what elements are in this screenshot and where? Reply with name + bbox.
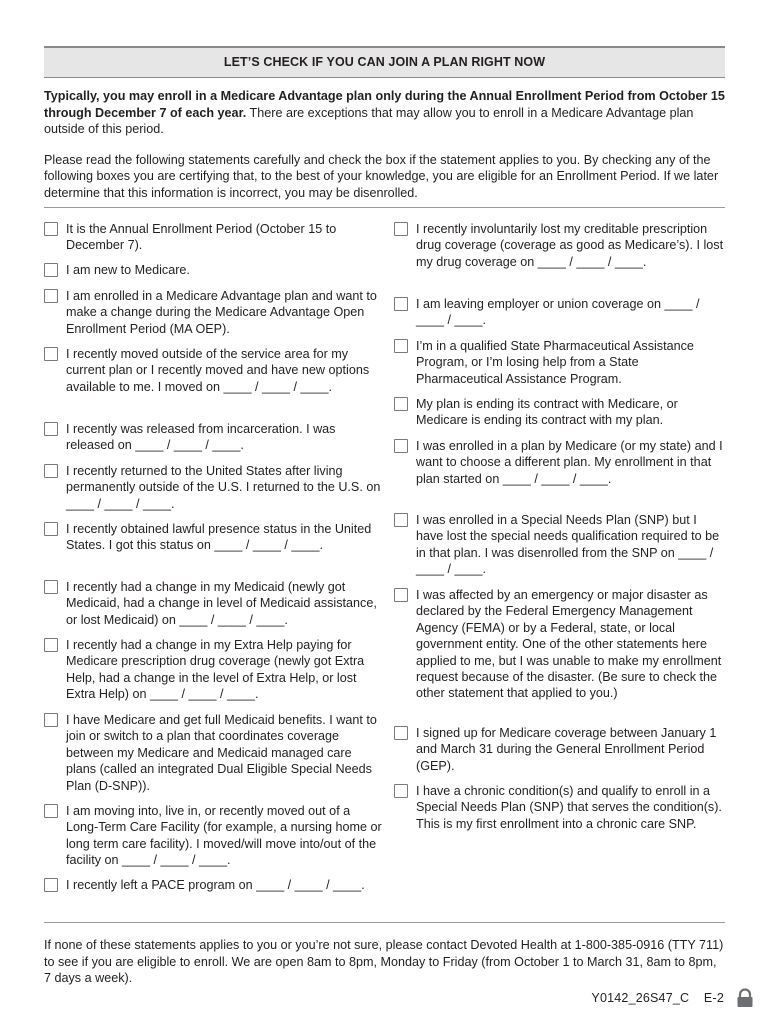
- statement-item: [394, 725, 724, 774]
- statement-text: I am enrolled in a Medicare Advantage plan and want to make a change during the Medicare Advantage Open Enrollment Period (MA OEP).: [66, 289, 377, 336]
- statement-checkbox[interactable]: [44, 464, 58, 478]
- statement-item: [44, 803, 384, 869]
- statement-item: [394, 338, 724, 387]
- statements-columns: [44, 208, 725, 920]
- statement-checkbox[interactable]: [394, 439, 408, 453]
- statement-item: [394, 396, 724, 429]
- statement-text: I’m in a qualified State Pharmaceutical Assistance Program, or I’m losing help from a State Pharmaceutical Assistance Program.: [416, 339, 694, 386]
- statement-checkbox[interactable]: [394, 222, 408, 236]
- statement-checkbox[interactable]: [44, 638, 58, 652]
- statement-item: [394, 512, 724, 578]
- statement-item: [44, 712, 384, 794]
- intro-paragraph: [44, 88, 725, 138]
- statement-checkbox[interactable]: [394, 297, 408, 311]
- statement-checkbox[interactable]: [394, 397, 408, 411]
- statement-checkbox[interactable]: [394, 726, 408, 740]
- statement-text: I signed up for Medicare coverage between January 1 and March 31 during the General Enrollment Period (GEP).: [416, 726, 717, 773]
- intro-rest-text: There are exceptions that may allow you to enroll in a Medicare Advantage plan outside of this period.: [44, 105, 694, 136]
- statement-checkbox[interactable]: [44, 804, 58, 818]
- statement-checkbox[interactable]: [394, 784, 408, 798]
- statement-text: It is the Annual Enrollment Period (October 15 to December 7).: [66, 222, 337, 253]
- statement-item: [394, 221, 724, 270]
- statement-text: I recently involuntarily lost my creditable prescription drug coverage (coverage as good as Medicare’s). I lost my drug coverage on ____ / ____ / ____.: [416, 222, 724, 269]
- statement-item: [44, 288, 384, 337]
- statement-text: I am new to Medicare.: [66, 263, 190, 277]
- statement-item: [394, 296, 724, 329]
- statement-checkbox[interactable]: [394, 588, 408, 602]
- statement-text: I was enrolled in a Special Needs Plan (SNP) but I have lost the special needs qualification required to be in that plan. I was disenrolled from the SNP on ____ / ____ / ____.: [416, 513, 720, 577]
- statement-checkbox[interactable]: [44, 422, 58, 436]
- statement-checkbox[interactable]: [44, 263, 58, 277]
- statement-item: [44, 221, 384, 254]
- statement-item: [44, 346, 384, 395]
- document-code: Y0142_26S47_C E-2: [591, 991, 724, 1005]
- statement-text: I recently had a change in my Medicaid (newly got Medicaid, had a change in level of Medicaid assistance, or lost Medicaid) on ____ / ____ / ____.: [66, 580, 377, 627]
- statement-text: I am leaving employer or union coverage on ____ / ____ / ____.: [416, 297, 700, 328]
- statement-text: I recently obtained lawful presence status in the United States. I got this status on ____ / ____ / ____.: [66, 522, 372, 553]
- statement-text: I was enrolled in a plan by Medicare (or my state) and I want to choose a different plan. My enrollment in that plan started on ____ / ____ / ____.: [416, 439, 723, 486]
- statement-checkbox[interactable]: [44, 289, 58, 303]
- statement-checkbox[interactable]: [44, 522, 58, 536]
- statement-item: [394, 438, 724, 487]
- statement-item: [44, 262, 384, 278]
- statement-checkbox[interactable]: [394, 339, 408, 353]
- statement-checkbox[interactable]: [44, 222, 58, 236]
- statement-text: My plan is ending its contract with Medicare, or Medicare is ending its contract with my plan.: [416, 397, 678, 428]
- statement-text: I recently was released from incarceration. I was released on ____ / ____ / ____.: [66, 422, 336, 453]
- statement-checkbox[interactable]: [44, 878, 58, 892]
- intro-bold-text: Typically, you may enroll in a Medicare Advantage plan only during the Annual Enrollment Period from October 15 through December 7 of each year.: [44, 89, 725, 120]
- statement-item: [44, 579, 384, 628]
- statement-checkbox[interactable]: [44, 347, 58, 361]
- statement-checkbox[interactable]: [44, 580, 58, 594]
- statement-item: [394, 783, 724, 832]
- statement-item: [44, 637, 384, 703]
- statement-text: I recently moved outside of the service area for my current plan or I recently moved and have new options available to me. I moved on ____ / ____ / ____.: [66, 347, 370, 394]
- statement-item: [44, 463, 384, 512]
- form-page: [44, 46, 725, 920]
- statement-item: [44, 521, 384, 554]
- lock-icon: [735, 988, 755, 1008]
- instructions-paragraph: Please read the following statements carefully and check the box if the statement applies to you. By checking any of the following boxes you are certifying that, to the best of your knowledge, you are eligible for an Enrollment Period. If we later determine that this information is incorrect, you may be disenrolled.: [44, 152, 719, 200]
- bottom-divider: [44, 922, 725, 923]
- statement-text: I recently returned to the United States after living permanently outside of the U.S. I returned to the U.S. on ____ / ____ / ____.: [66, 464, 381, 511]
- statement-text: I have a chronic condition(s) and qualify to enroll in a Special Needs Plan (SNP) that serves the condition(s). This is my first enrollment into a chronic care SNP.: [416, 784, 722, 831]
- statement-text: I recently had a change in my Extra Help paying for Medicare prescription drug coverage (newly got Extra Help, had a change in the level of Extra Help, or lost Extra Help) on ____ / ____ / ____.: [66, 638, 365, 702]
- statement-item: [44, 421, 384, 454]
- statement-item: [44, 877, 384, 893]
- contact-paragraph: If none of these statements applies to you or you’re not sure, please contact Devoted Health at 1-800-385-0916 (TTY 711) to see if you are eligible to enroll. We are open 8am to 8pm, Monday to Friday (from October 1 to March 31, 8am to 8pm, 7 days a week).: [44, 938, 724, 985]
- statement-text: I recently left a PACE program on ____ / ____ / ____.: [66, 878, 365, 892]
- statement-text: I have Medicare and get full Medicaid benefits. I want to join or switch to a plan that coordinates coverage between my Medicare and Medicaid managed care plans (called an integrated Dual Eligible Special Needs Plan (D-SNP)).: [66, 713, 377, 793]
- statement-text: I am moving into, live in, or recently moved out of a Long-Term Care Facility (for example, a nursing home or long term care facility). I moved/will move into/out of the facility on ____ / ____ / ____.: [66, 804, 382, 868]
- statement-text: I was affected by an emergency or major disaster as declared by the Federal Emergency Management Agency (FEMA) or by a Federal, state, or local government entity. One of the other statements here applied to me, but I was unable to make my enrollment request because of the disaster. (Be sure to check the other statement that applied to you.): [416, 588, 722, 701]
- section-header: LET’S CHECK IF YOU CAN JOIN A PLAN RIGHT NOW: [44, 46, 725, 78]
- statement-item: [394, 587, 724, 702]
- statement-checkbox[interactable]: [44, 713, 58, 727]
- statement-checkbox[interactable]: [394, 513, 408, 527]
